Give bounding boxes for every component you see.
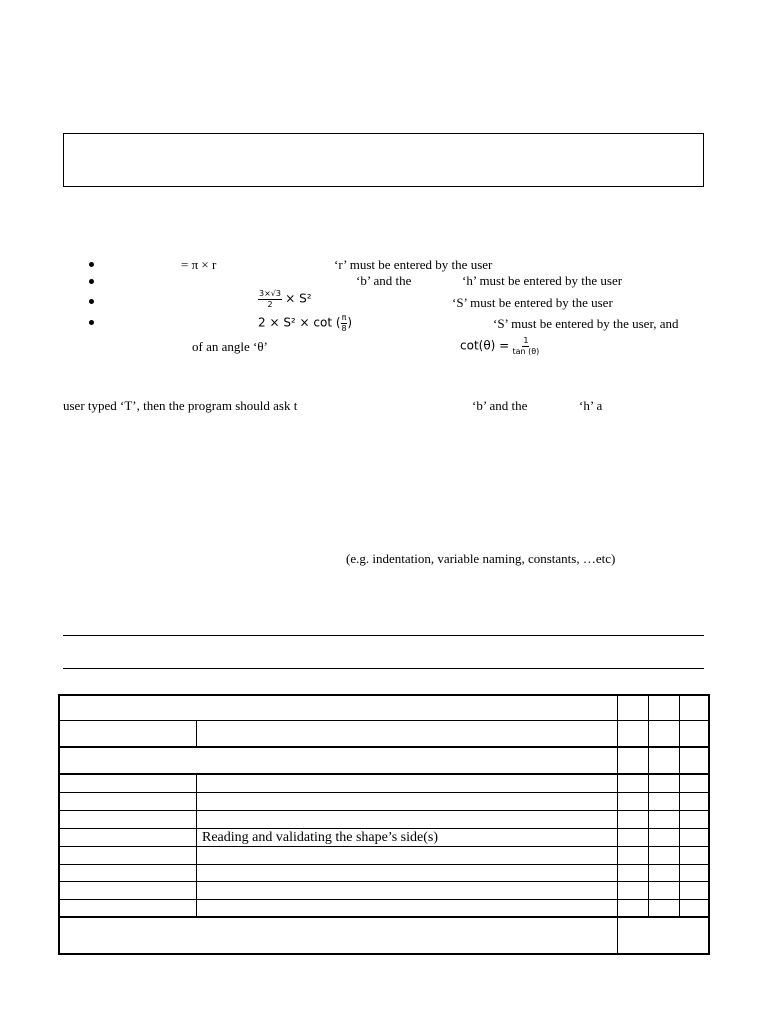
table-row-line: [60, 773, 708, 775]
circle-formula: = π × r: [181, 257, 217, 272]
table-row-line: [60, 792, 708, 793]
paragraph-line-a: user typed ‘T’, then the program should ask t: [63, 398, 298, 413]
triangle-note-b: ‘b’ and the: [356, 273, 412, 288]
bullet-triangle: [89, 279, 94, 284]
rule-line-2: [63, 668, 704, 669]
table-col-line: [648, 696, 649, 916]
table-col-line: [196, 720, 197, 746]
hexagon-note: ‘S’ must be entered by the user: [452, 295, 613, 310]
table-row-line: [60, 720, 708, 721]
table-col-line: [617, 696, 618, 953]
bullet-circle: [89, 262, 94, 267]
paragraph-line-c: ‘h’ a: [579, 398, 603, 413]
side-row-label: Reading and validating the shape’s side(s): [202, 830, 438, 845]
table-col-line: [679, 696, 680, 916]
table-row-line: [60, 846, 708, 847]
table-col-line: [196, 773, 197, 916]
table-row-line: [60, 916, 708, 918]
hexagon-fraction: $\frac{3\times√3}{2}$: [259, 289, 281, 309]
octagon-note: ‘S’ must be entered by the user, and: [493, 316, 679, 331]
table-row-line: [60, 864, 708, 865]
angle-text: of an angle ‘θ’: [192, 339, 268, 354]
table-row-line: [60, 828, 708, 829]
paragraph-line-b: ‘b’ and the: [472, 398, 528, 413]
bullet-octagon: [89, 320, 94, 325]
hexagon-formula: $\frac{3\times√3}{2}$ × S²: [259, 289, 312, 309]
table-row-line: [60, 810, 708, 811]
style-note: (e.g. indentation, variable naming, constants, …etc): [346, 551, 616, 566]
triangle-note-h: ‘h’ must be entered by the user: [462, 273, 623, 288]
octagon-formula: 2 × S² × cot ( $\frac{\pi}{8}$ ): [258, 313, 353, 333]
cot-identity: cot(θ) = $\frac{1}{\tan (\theta)}$: [460, 336, 540, 356]
bullet-hexagon: [89, 299, 94, 304]
title-box: [63, 133, 704, 187]
table-row-line: [60, 899, 708, 900]
table-row-line: [60, 746, 708, 748]
table-row-line: [60, 881, 708, 882]
grading-table: [58, 694, 710, 955]
circle-note: ‘r’ must be entered by the user: [334, 257, 493, 272]
rule-line-1: [63, 635, 704, 636]
